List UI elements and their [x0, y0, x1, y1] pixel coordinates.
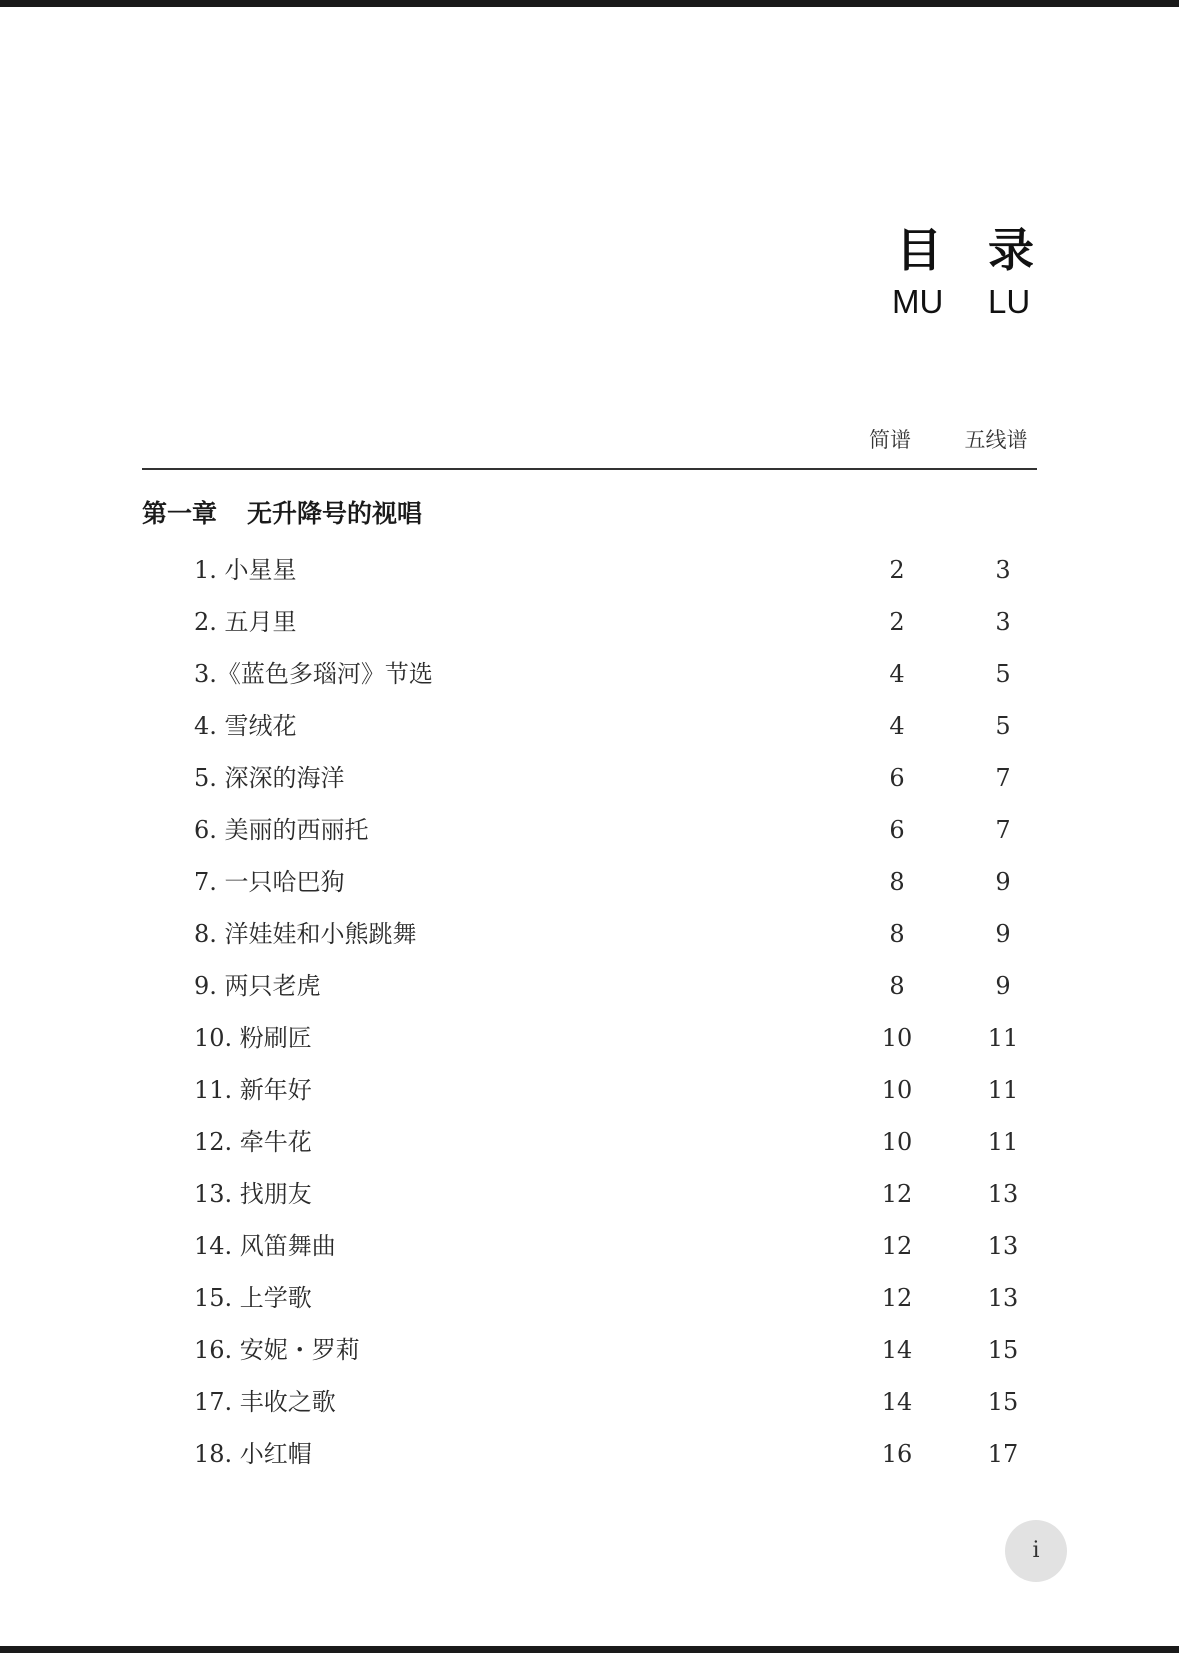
entry-jianpu-page: 4 — [889, 660, 905, 688]
toc-entry[interactable] — [0, 760, 1179, 812]
toc-list — [0, 552, 1179, 1488]
entry-title: 17. 丰收之歌 — [194, 1388, 336, 1416]
entry-wuxianpu-page: 11 — [987, 1128, 1019, 1156]
page-number-badge[interactable]: i — [1005, 1520, 1067, 1582]
toc-entry[interactable] — [0, 1020, 1179, 1072]
toc-entry[interactable] — [0, 916, 1179, 968]
entry-title: 14. 风笛舞曲 — [194, 1232, 336, 1260]
entry-jianpu-page: 10 — [881, 1024, 913, 1052]
entry-jianpu-page: 8 — [889, 920, 905, 948]
entry-wuxianpu-page: 3 — [995, 556, 1011, 584]
entry-wuxianpu-page: 13 — [987, 1180, 1019, 1208]
entry-jianpu-page: 6 — [889, 764, 905, 792]
toc-entry[interactable] — [0, 1384, 1179, 1436]
title-pinyin-2: LU — [988, 283, 1031, 320]
entry-jianpu-page: 16 — [881, 1440, 913, 1468]
toc-entry[interactable] — [0, 1332, 1179, 1384]
entry-title: 4. 雪绒花 — [194, 712, 297, 740]
toc-entry[interactable] — [0, 812, 1179, 864]
toc-entry[interactable] — [0, 1228, 1179, 1280]
entry-wuxianpu-page: 11 — [987, 1076, 1019, 1104]
title-pinyin-1: MU — [892, 283, 944, 320]
title-char-1: 目 — [896, 223, 942, 277]
toc-entry[interactable] — [0, 1176, 1179, 1228]
entry-jianpu-page: 12 — [881, 1180, 913, 1208]
title-chinese — [880, 222, 1040, 278]
entry-title: 15. 上学歌 — [194, 1284, 312, 1312]
entry-wuxianpu-page: 13 — [987, 1284, 1019, 1312]
toc-entry[interactable] — [0, 1072, 1179, 1124]
entry-title: 6. 美丽的西丽托 — [194, 816, 369, 844]
toc-entry[interactable] — [0, 864, 1179, 916]
header-divider — [142, 468, 1037, 470]
entry-title: 3.《蓝色多瑙河》节选 — [194, 660, 433, 688]
entry-wuxianpu-page: 11 — [987, 1024, 1019, 1052]
entry-wuxianpu-page: 17 — [987, 1440, 1019, 1468]
entry-jianpu-page: 6 — [889, 816, 905, 844]
entry-wuxianpu-page: 9 — [995, 868, 1011, 896]
entry-jianpu-page: 14 — [881, 1336, 913, 1364]
entry-title: 8. 洋娃娃和小熊跳舞 — [194, 920, 417, 948]
chapter-name: 无升降号的视唱 — [247, 499, 423, 528]
column-header-wuxianpu: 五线谱 — [964, 428, 1028, 452]
page-title — [880, 222, 1040, 322]
entry-wuxianpu-page: 13 — [987, 1232, 1019, 1260]
entry-title: 11. 新年好 — [194, 1076, 312, 1104]
toc-entry[interactable] — [0, 552, 1179, 604]
entry-wuxianpu-page: 3 — [995, 608, 1011, 636]
column-headers — [0, 424, 1179, 454]
entry-jianpu-page: 2 — [889, 556, 905, 584]
entry-jianpu-page: 12 — [881, 1232, 913, 1260]
chapter-heading — [142, 496, 422, 532]
top-edge — [0, 0, 1179, 7]
entry-wuxianpu-page: 15 — [987, 1336, 1019, 1364]
toc-entry[interactable] — [0, 604, 1179, 656]
title-pinyin — [880, 282, 1040, 322]
toc-entry[interactable] — [0, 1124, 1179, 1176]
toc-entry[interactable] — [0, 1280, 1179, 1332]
toc-entry[interactable] — [0, 708, 1179, 760]
toc-entry[interactable] — [0, 656, 1179, 708]
column-header-jianpu: 简谱 — [869, 428, 911, 452]
entry-jianpu-page: 8 — [889, 868, 905, 896]
entry-wuxianpu-page: 7 — [995, 764, 1011, 792]
entry-title: 18. 小红帽 — [194, 1440, 312, 1468]
entry-jianpu-page: 2 — [889, 608, 905, 636]
entry-jianpu-page: 12 — [881, 1284, 913, 1312]
title-char-2: 录 — [988, 223, 1034, 277]
entry-jianpu-page: 10 — [881, 1076, 913, 1104]
entry-wuxianpu-page: 9 — [995, 920, 1011, 948]
entry-wuxianpu-page: 5 — [995, 660, 1011, 688]
entry-jianpu-page: 10 — [881, 1128, 913, 1156]
chapter-number: 第一章 — [142, 499, 218, 528]
entry-title: 10. 粉刷匠 — [194, 1024, 312, 1052]
entry-wuxianpu-page: 5 — [995, 712, 1011, 740]
entry-title: 16. 安妮・罗莉 — [194, 1336, 360, 1364]
entry-title: 7. 一只哈巴狗 — [194, 868, 345, 896]
entry-wuxianpu-page: 15 — [987, 1388, 1019, 1416]
entry-title: 12. 牵牛花 — [194, 1128, 312, 1156]
entry-jianpu-page: 4 — [889, 712, 905, 740]
toc-entry[interactable] — [0, 1436, 1179, 1488]
entry-title: 1. 小星星 — [194, 556, 297, 584]
entry-title: 2. 五月里 — [194, 608, 297, 636]
toc-entry[interactable] — [0, 968, 1179, 1020]
entry-title: 9. 两只老虎 — [194, 972, 321, 1000]
entry-wuxianpu-page: 7 — [995, 816, 1011, 844]
bottom-edge — [0, 1646, 1179, 1653]
entry-jianpu-page: 14 — [881, 1388, 913, 1416]
entry-title: 13. 找朋友 — [194, 1180, 312, 1208]
entry-title: 5. 深深的海洋 — [194, 764, 345, 792]
entry-jianpu-page: 8 — [889, 972, 905, 1000]
entry-wuxianpu-page: 9 — [995, 972, 1011, 1000]
